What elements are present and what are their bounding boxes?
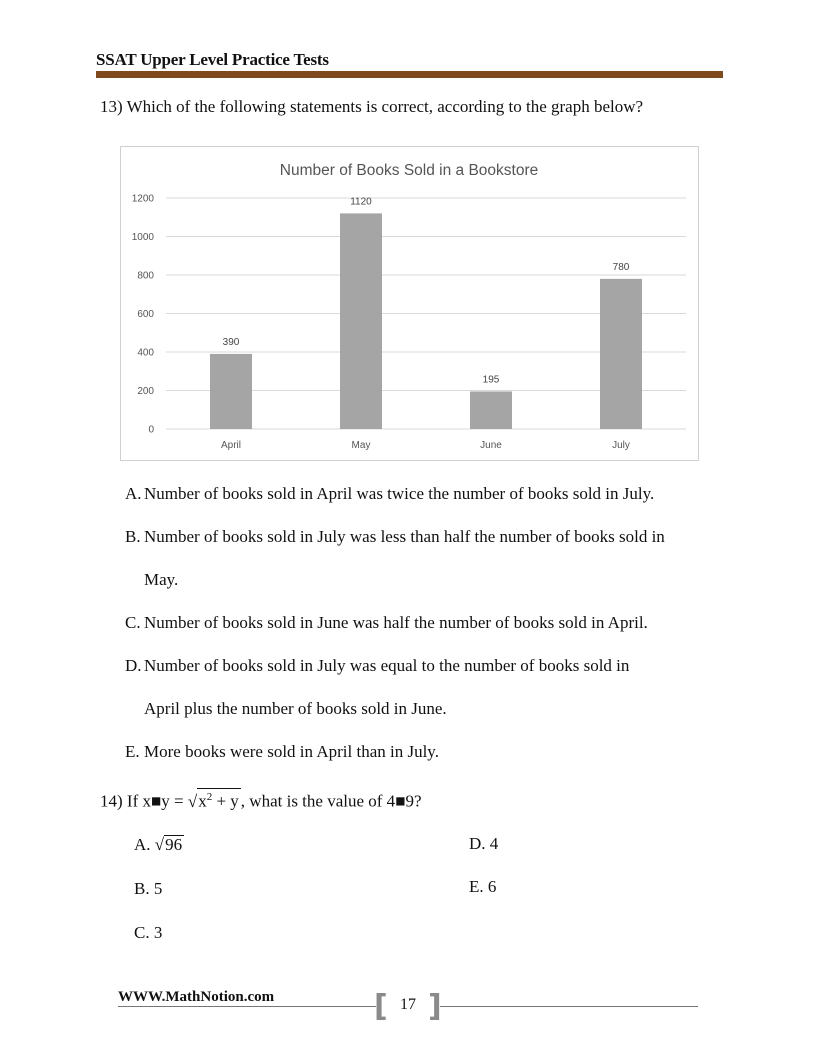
answer-value: 3: [153, 923, 163, 942]
square-root-expression: [188, 788, 241, 812]
page-number: 17: [400, 996, 416, 1013]
answer-a[interactable]: [134, 835, 184, 855]
exponent: 2: [206, 791, 213, 803]
option-letter: B.: [125, 527, 141, 546]
answer-value: 5: [153, 879, 163, 898]
option-text: More books were sold in April than in July.: [144, 742, 439, 761]
q14-prefix: 14) If x: [100, 791, 151, 811]
data-label: 390: [222, 336, 240, 348]
q14-mid: y =: [161, 791, 188, 811]
square-root-expression: [155, 835, 184, 855]
y-tick-label: 1200: [131, 193, 154, 205]
answer-c[interactable]: [134, 923, 162, 943]
y-tick-label: 800: [137, 270, 154, 282]
question-14-text: [100, 788, 422, 812]
option-text: Number of books sold in April was twice the number of books sold in July.: [144, 484, 655, 503]
x-axis-ticks: [221, 440, 630, 451]
option-letter: D.: [125, 656, 142, 675]
bars: [210, 213, 642, 429]
answer-d[interactable]: [469, 834, 498, 854]
answer-value: 96: [165, 835, 183, 854]
y-tick-label: 200: [137, 386, 154, 397]
answer-e[interactable]: [469, 877, 496, 897]
radicand-var: x: [198, 791, 207, 811]
running-header-title: SSAT Upper Level Practice Tests: [96, 50, 329, 69]
option-text: Number of books sold in July was equal to the number of books sold in: [144, 656, 630, 675]
operator-symbol: ■: [150, 791, 162, 811]
answer-value: 6: [487, 877, 497, 896]
y-tick-label: 400: [137, 347, 154, 359]
option-letter: C.: [125, 613, 141, 632]
answer-letter: C.: [134, 923, 150, 942]
y-tick-label: 0: [148, 424, 154, 436]
data-labels: [223, 196, 630, 385]
y-axis-ticks: [132, 194, 155, 436]
answer-b[interactable]: [134, 879, 162, 899]
option-text: Number of books sold in July was less than half the number of books sold in: [144, 527, 665, 546]
q14-suffix: , what is the value of 4: [240, 791, 396, 811]
option-text: Number of books sold in June was half the number of books sold in April.: [144, 613, 648, 632]
y-tick-label: 1000: [131, 232, 154, 243]
right-bracket-icon: ]: [428, 989, 442, 1024]
bar-chart: [120, 146, 699, 461]
bar-june: [470, 391, 512, 429]
radicand-rest: + y: [212, 791, 239, 811]
data-label: 780: [612, 261, 630, 273]
bar-july: [600, 279, 642, 429]
radical-sign-icon: √: [154, 835, 165, 854]
data-label: 1120: [350, 196, 372, 208]
data-label: 195: [482, 374, 500, 386]
x-tick-label: June: [480, 440, 502, 451]
x-tick-label: July: [612, 440, 630, 451]
footer-rule-left: [118, 1006, 376, 1007]
chart-title: Number of Books Sold in a Bookstore: [279, 162, 539, 179]
option-letter: E.: [125, 742, 140, 761]
answer-letter: E.: [469, 877, 484, 896]
footer-rule-right: [440, 1006, 698, 1007]
bar-may: [340, 213, 382, 429]
option-letter: A.: [125, 484, 142, 503]
bar-april: [210, 354, 252, 429]
answer-letter: B.: [134, 879, 150, 898]
q14-suffix-2: 9?: [405, 791, 422, 811]
option-text-continued: May.: [144, 570, 179, 589]
header-rule: [96, 71, 723, 78]
y-tick-label: 600: [137, 309, 154, 320]
left-bracket-icon: [: [374, 989, 388, 1024]
x-tick-label: April: [220, 440, 242, 451]
bar-chart-svg: [121, 147, 698, 460]
x-tick-label: May: [351, 440, 371, 451]
answer-value: 4: [489, 834, 499, 853]
footer-website: WWW.MathNotion.com: [118, 989, 275, 1005]
radical-sign-icon: √: [187, 791, 198, 811]
question-13-text: 13) Which of the following statements is correct, according to the graph below?: [100, 97, 644, 116]
option-text-continued: April plus the number of books sold in June.: [144, 699, 447, 718]
answer-letter: A.: [134, 835, 151, 854]
operator-symbol-2: ■: [395, 791, 406, 811]
answer-letter: D.: [469, 834, 486, 853]
